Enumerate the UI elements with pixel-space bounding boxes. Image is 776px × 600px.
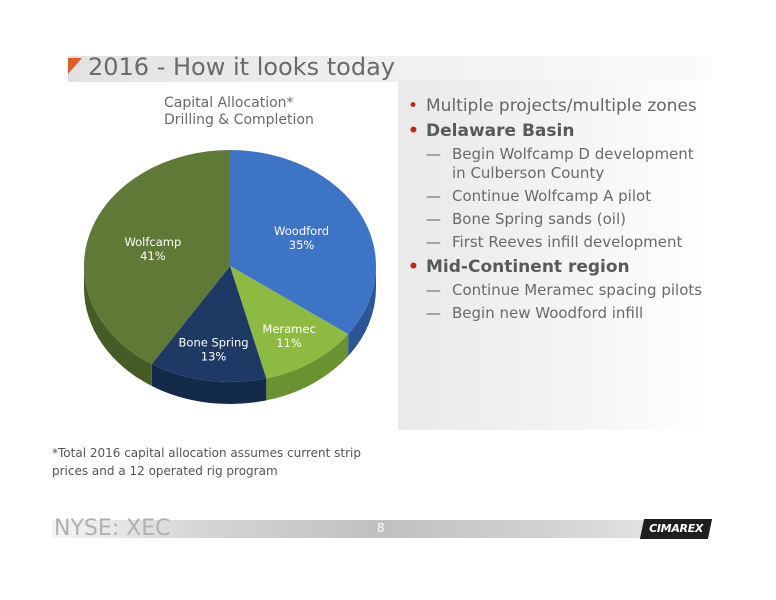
slice-value-label: 11%	[276, 336, 302, 351]
slice-value-label: 35%	[288, 238, 315, 253]
sub-bullet-text: Continue Wolfcamp A pilot	[452, 187, 652, 205]
pie-chart	[70, 148, 390, 423]
slide-title: 2016 - How it looks today	[88, 53, 395, 81]
sub-bullet-text: First Reeves infill development	[452, 233, 683, 251]
slice-label: Wolfcamp	[124, 235, 182, 250]
sub-bullet-item	[406, 210, 710, 229]
dash-marker: —	[426, 145, 441, 163]
sub-bullet-text: Continue Meramec spacing pilots	[452, 281, 703, 299]
logo-text: CIMAREX	[649, 522, 704, 535]
title-accent-flag	[68, 58, 82, 74]
sub-bullet-text: Bone Spring sands (oil)	[452, 210, 626, 228]
slice-value-label: 13%	[200, 349, 227, 364]
dash-marker: —	[426, 281, 441, 299]
bullet-list	[406, 95, 710, 327]
company-logo	[640, 519, 712, 539]
sub-bullet-item	[406, 281, 710, 300]
ticker-symbol: NYSE: XEC	[54, 516, 171, 541]
chart-subtitle: Drilling & Completion	[164, 112, 314, 128]
chart-title: Capital Allocation*	[164, 95, 294, 111]
dash-marker: —	[426, 233, 441, 251]
slice-label: Bone Spring	[178, 335, 249, 350]
sub-bullet-item	[406, 187, 710, 206]
slice-label: Meramec	[262, 322, 316, 337]
slice-label: Woodford	[274, 224, 330, 239]
chart-title-block	[164, 95, 314, 129]
sub-bullet-item	[406, 233, 710, 252]
sub-bullet-item	[406, 145, 710, 183]
sub-bullet-item	[406, 304, 710, 323]
bullet-item: • Multiple projects/multiple zones	[406, 95, 710, 117]
dash-marker: —	[426, 210, 441, 228]
bullet-item: • Delaware Basin	[406, 120, 710, 142]
dash-marker: —	[426, 187, 441, 205]
dash-marker: —	[426, 304, 441, 322]
bullet-item: • Mid-Continent region	[406, 256, 710, 278]
page-number: 8	[377, 521, 385, 535]
sub-bullet-text: Begin Wolfcamp D development in Culberson County	[452, 145, 694, 182]
footnote: *Total 2016 capital allocation assumes current strip prices and a 12 operated rig program	[52, 446, 361, 478]
slice-value-label: 41%	[140, 249, 166, 264]
sub-bullet-text: Begin new Woodford infill	[452, 304, 644, 322]
